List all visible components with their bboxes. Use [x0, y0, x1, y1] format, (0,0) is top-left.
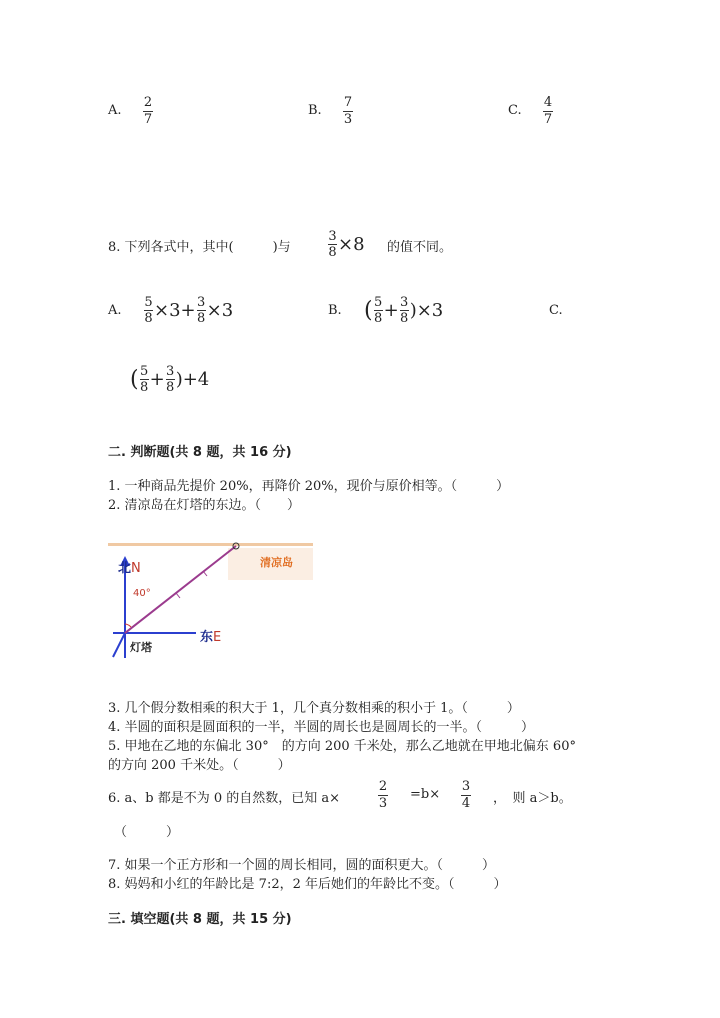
s2-q6-text2: ， 则 a＞b。: [493, 791, 572, 806]
s2-q3: 3. 几个假分数相乘的积大于 1，几个真分数相乘的积小于 1。（ ）: [108, 701, 520, 716]
q7-option-c-fraction: [543, 96, 553, 127]
s2-q6-fraction-2: 3 4: [461, 779, 471, 811]
q8-option-c-expression: ( 5 8 + 3 8 )+4: [130, 364, 210, 395]
s2-q5-line1: 5. 甲地在乙地的东偏北 30° 的方向 200 千米处，那么乙地就在甲地北偏东 60°: [108, 739, 576, 754]
angle-label: 40°: [133, 588, 151, 599]
q8-option-c-label: C.: [549, 303, 563, 318]
q7-option-a-label: A.: [108, 103, 122, 118]
denominator: 7: [143, 112, 153, 127]
s2-q2: 2. 清凉岛在灯塔的东边。（ ）: [108, 498, 301, 513]
q8-option-a-label: A.: [108, 303, 122, 318]
s2-q6-mid: =b×: [410, 787, 441, 802]
north-label: 北N: [118, 561, 141, 576]
q8-text-before: 8. 下列各式中，其中( )与: [108, 240, 291, 255]
fraction: 3 8: [328, 229, 337, 260]
q8-option-a-expression: 5 8 ×3+ 3 8 ×3: [144, 295, 234, 326]
section2-title: 二. 判断题(共 8 题，共 16 分): [108, 445, 292, 460]
s2-q1: 1. 一种商品先提价 20%，再降价 20%，现价与原价相等。（ ）: [108, 479, 510, 494]
numerator: 4: [543, 95, 553, 110]
east-label: 东E: [200, 630, 222, 645]
numerator: 7: [343, 95, 353, 110]
q8-expression: [327, 230, 365, 259]
s2-q6-text1: 6. a、b 都是不为 0 的自然数，已知 a×: [108, 791, 341, 806]
q7-option-c-label: C.: [508, 103, 522, 118]
q8-text-after: 的值不同。: [387, 240, 453, 255]
lighthouse-label: 灯塔: [130, 641, 152, 654]
q7-option-b-label: B.: [308, 103, 322, 118]
s2-q5-line2: 的方向 200 千米处。（ ）: [108, 758, 291, 773]
s2-q8: 8. 妈妈和小红的年龄比是 7:2，2 年后她们的年龄比不变。（ ）: [108, 877, 507, 892]
s2-q6-fraction-1: 2 3: [378, 779, 388, 811]
q7-option-b-fraction: [343, 96, 353, 127]
island-label: 清凉岛: [260, 556, 293, 569]
s2-q6-paren: （ ）: [114, 825, 180, 840]
denominator: 3: [343, 112, 353, 127]
s2-q7: 7. 如果一个正方形和一个圆的周长相同，圆的面积更大。（ ）: [108, 858, 496, 873]
q8-option-b-expression: ( 5 8 + 3 8 )×3: [364, 295, 444, 326]
q7-option-a-fraction: [143, 96, 153, 127]
denominator: 7: [543, 112, 553, 127]
numerator: 2: [143, 95, 153, 110]
times-eight: ×8: [338, 234, 365, 255]
island-band: [108, 543, 313, 546]
south-west-segment: [113, 633, 125, 657]
section3-title: 三. 填空题(共 8 题，共 15 分): [108, 912, 292, 927]
q8-option-b-label: B.: [328, 303, 342, 318]
s2-q4: 4. 半圆的面积是圆面积的一半，半圆的周长也是圆周长的一半。（ ）: [108, 720, 535, 735]
